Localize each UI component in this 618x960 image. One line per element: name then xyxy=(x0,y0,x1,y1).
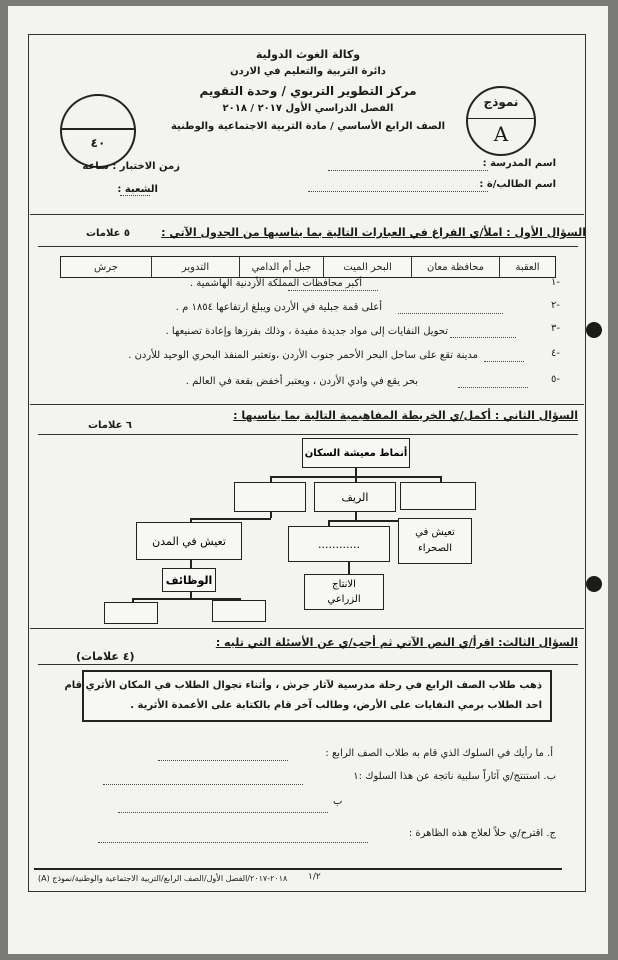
score-circle xyxy=(60,94,136,168)
model-label: نموذج xyxy=(483,95,519,109)
map-jobs: الوظائف xyxy=(162,568,216,592)
header-department: دائرة التربية والتعليم في الاردن xyxy=(230,66,386,77)
q1-item-text: مدينة تقع على ساحل البحر الأحمر جنوب الأردن ،وتعتبر المنفذ البحري الوحيد للأردن . xyxy=(128,350,478,361)
q3-passage-box xyxy=(64,670,552,722)
q3-question-b2: ب xyxy=(333,796,343,807)
map-root: أنماط معيشة السكان xyxy=(302,438,410,468)
q1-item-number: -٢ xyxy=(551,300,560,311)
q1-item-number: -٣ xyxy=(551,323,560,334)
map-connector xyxy=(348,562,350,574)
map-blank-box[interactable] xyxy=(212,600,266,622)
header-semester: الفصل الدراسي الأول ٢٠١٧ / ٢٠١٨ xyxy=(222,103,394,114)
word-cell: العقبة xyxy=(499,257,555,277)
q3-answer-c[interactable] xyxy=(98,842,368,843)
page-number: ١/٢ xyxy=(308,872,321,882)
q1-marks: ٥ علامات xyxy=(86,228,131,239)
word-cell: التدوير xyxy=(151,257,239,277)
header-center: مركز التطوير التربوي / وحدة التقويم xyxy=(199,84,417,98)
map-agriculture xyxy=(304,574,384,610)
section-label: الشعبة : xyxy=(117,184,158,195)
q3-marks: (٤ علامات) xyxy=(76,650,135,663)
q1-item-text: تحويل النفايات إلى مواد جديدة مفيدة ، وذلك بفرزها وإعادة تصنيعها . xyxy=(165,326,448,337)
score-total: ٤٠ xyxy=(90,136,106,150)
q2-divider xyxy=(30,628,584,629)
word-cell: جبل أم الدامي xyxy=(239,257,323,277)
map-rural: الريف xyxy=(314,482,396,512)
q1-item-number: -١ xyxy=(551,277,560,288)
q3-question-c: ج. اقترح/ي حلاً لعلاج هذه الظاهرة : xyxy=(408,828,556,839)
map-city: تعيش في المدن xyxy=(136,522,242,560)
school-name-label: اسم المدرسة : xyxy=(482,158,556,169)
map-connector xyxy=(355,512,357,520)
q1-answer-blank[interactable] xyxy=(288,290,378,291)
q2-title: السؤال الثاني : أكمل/ي الخريطة المفاهيمية التالية بما يناسبها : xyxy=(233,409,578,422)
student-name-label: اسم الطالب/ة : xyxy=(479,179,556,190)
section-field[interactable] xyxy=(120,195,150,196)
footer-info: ٢٠١٨-٢٠١٧/الفصل الأول/الصف الرابع/التربية الاجتماعية والوطنية/نموذج (A) xyxy=(38,874,288,883)
map-blank-box[interactable] xyxy=(234,482,306,512)
student-name-field[interactable] xyxy=(308,191,488,192)
word-cell: البحر الميت xyxy=(323,257,411,277)
model-letter: A xyxy=(493,122,509,146)
exam-sheet xyxy=(8,6,608,954)
map-desert xyxy=(398,518,472,564)
header-agency: وكالة الغوث الدولية xyxy=(255,48,361,61)
q1-item-text: بحر يقع في وادي الأردن ، ويعتبر أخفض بقعة في العالم . xyxy=(185,376,418,387)
q3-answer-b1[interactable] xyxy=(103,784,303,785)
q3-title: السؤال الثالث: اقرأ/ي النص الآتي ثم أجب/ي عن الأسئلة التي تليه : xyxy=(215,636,578,649)
map-blank-label[interactable]: ............ xyxy=(288,526,390,562)
q1-answer-blank[interactable] xyxy=(458,387,528,388)
q3-passage-line2: احد الطلاب برمي النفايات على الأرض، وطالب آخر قام بالكتابة على الأعمدة الأثرية . xyxy=(130,700,542,711)
header-divider xyxy=(30,214,584,215)
map-blank-box[interactable] xyxy=(104,602,158,624)
punch-hole xyxy=(586,576,602,592)
map-blank-box[interactable] xyxy=(400,482,476,510)
map-agri-line1: الانتاج xyxy=(332,579,356,590)
q3-question-b: ب. استنتج/ي آثاراً سلبية ناتجة عن هذا السلوك :١ xyxy=(353,771,556,782)
q1-item-number: -٤ xyxy=(551,348,560,359)
q1-rule xyxy=(38,246,578,247)
q3-question-a: أ. ما رأيك في السلوك الذي قام به طلاب الصف الرابع : xyxy=(325,748,553,759)
q2-marks: ٦ علامات xyxy=(88,420,133,431)
map-connector xyxy=(190,560,192,568)
q3-rule xyxy=(38,664,578,665)
header-grade-subject: الصف الرابع الأساسي / مادة التربية الاجتماعية والوطنية xyxy=(170,121,446,132)
q3-answer-a[interactable] xyxy=(158,760,288,761)
q1-answer-blank[interactable] xyxy=(484,361,524,362)
school-name-field[interactable] xyxy=(328,170,488,171)
q1-word-table xyxy=(60,256,556,278)
footer-rule xyxy=(34,868,562,870)
word-cell: جرش xyxy=(94,261,118,273)
map-connector xyxy=(355,468,357,476)
map-desert-line2: الصحراء xyxy=(418,543,452,554)
map-desert-line1: تعيش في xyxy=(415,527,455,538)
q1-answer-blank[interactable] xyxy=(398,313,503,314)
q1-item-text: أعلى قمة جبلية في الأردن ويبلغ ارتفاعها ١٨٥٤ م . xyxy=(175,302,382,313)
q2-rule xyxy=(38,434,578,435)
map-connector xyxy=(190,518,271,520)
q3-answer-b2[interactable] xyxy=(118,812,328,813)
model-circle xyxy=(466,86,536,156)
q1-answer-blank[interactable] xyxy=(450,337,516,338)
q1-item-text: أكبر محافظات المملكة الأردنية الهاشمية . xyxy=(190,278,362,289)
q1-title: السؤال الأول : املأ/ي الفراغ في العبارات التالية بما يناسبها من الجدول الآتي : xyxy=(161,226,586,239)
exam-time-label: زمن الاختبار : ساعة xyxy=(82,161,180,172)
q1-divider xyxy=(30,404,584,405)
q3-passage-line1: ذهب طلاب الصف الرابع في رحلة مدرسية لآثار جرش ، وأثناء تجوال الطلاب في المكان الأثري قام xyxy=(64,680,542,691)
map-agri-line2: الزراعي xyxy=(327,594,361,605)
q1-item-number: -٥ xyxy=(551,374,560,385)
word-cell: محافظة معان xyxy=(411,257,499,277)
punch-hole xyxy=(586,322,602,338)
